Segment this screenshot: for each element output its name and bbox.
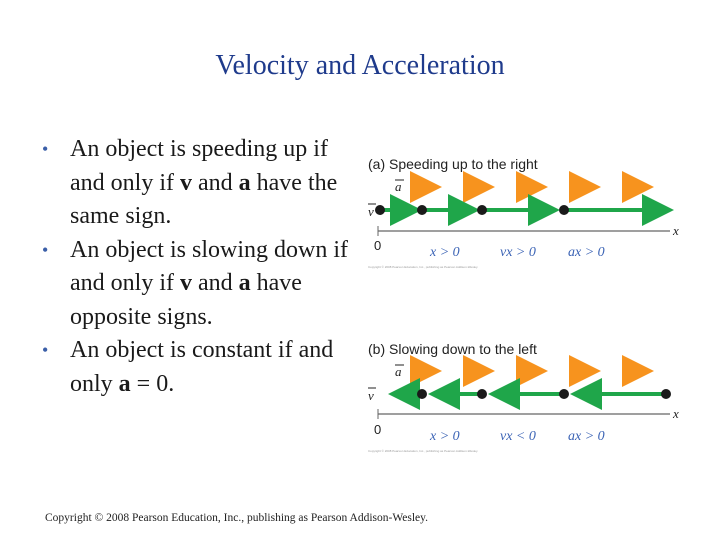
position-dot — [559, 205, 569, 215]
bullet-item: • An object is slowing down if and only if v and a have opposite signs. — [42, 234, 352, 335]
bullet-list — [42, 133, 352, 401]
copyright-footer: Copyright © 2008 Pearson Education, Inc., publishing as Pearson Addison-Wesley. — [45, 512, 429, 524]
panel-b — [368, 341, 679, 453]
panel-b-axis-label: x — [673, 406, 679, 421]
position-dot — [417, 389, 427, 399]
bullet-item: • An object is speeding up if and only if v and a have the same sign. — [42, 133, 352, 234]
panel-b-velocity-label: v — [368, 388, 374, 403]
position-dot — [417, 205, 427, 215]
bullet-icon: • — [42, 139, 49, 159]
panel-a-cond-x: x > 0 — [430, 245, 460, 260]
panel-b-heading: (b) Slowing down to the left — [368, 341, 537, 357]
panel-a-cond-v: vx > 0 — [500, 245, 536, 260]
panel-a-cond-a: ax > 0 — [568, 245, 605, 260]
panel-b-accel-label: a — [395, 364, 402, 379]
panel-b-cond-a: ax > 0 — [568, 429, 605, 444]
position-dot — [477, 205, 487, 215]
panel-a-origin-label: 0 — [374, 238, 382, 253]
slide-title: Velocity and Acceleration — [215, 50, 505, 81]
position-dot — [375, 205, 385, 215]
panel-b-cond-x: x > 0 — [430, 429, 460, 444]
bullet-item: • An object is constant if and only a = 0. — [42, 334, 352, 401]
panel-b-cond-v: vx < 0 — [500, 429, 536, 444]
panel-b-credit: Copyright © 2008 Pearson Education, Inc., publishing as Pearson Addison-Wesley. — [368, 449, 479, 453]
panel-a-accel-label: a — [395, 179, 402, 194]
panel-a-credit: Copyright © 2008 Pearson Education, Inc., publishing as Pearson Addison-Wesley. — [368, 265, 479, 269]
position-dot — [477, 389, 487, 399]
bullet-icon: • — [42, 340, 49, 360]
motion-diagram-figure — [360, 150, 690, 460]
panel-a — [368, 156, 679, 269]
panel-a-velocity-label: v — [368, 204, 374, 219]
bullet-icon: • — [42, 239, 49, 260]
panel-a-heading: (a) Speeding up to the right — [368, 156, 538, 172]
position-dot — [661, 389, 671, 399]
position-dot — [559, 389, 569, 399]
panel-a-axis-label: x — [673, 223, 679, 238]
panel-b-origin-label: 0 — [374, 422, 382, 437]
